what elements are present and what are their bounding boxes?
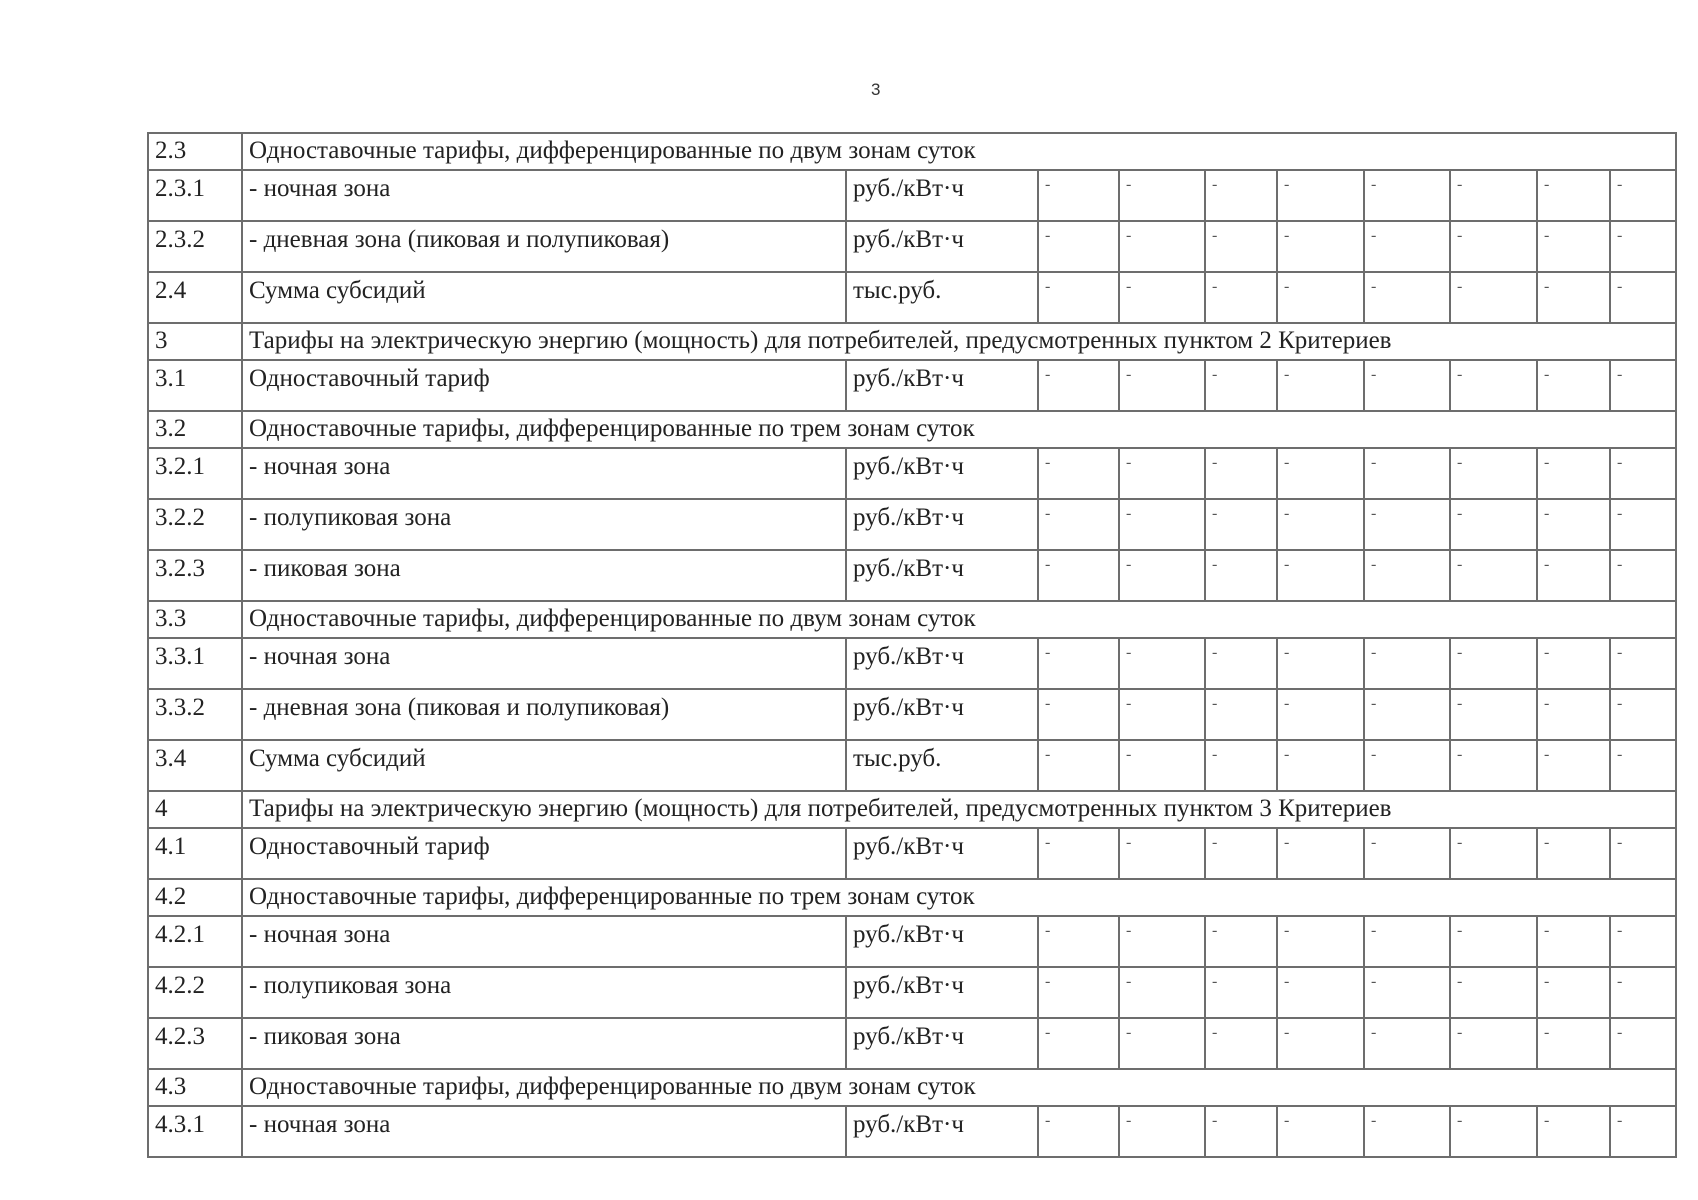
value-cell: -: [1277, 638, 1364, 689]
value-cell: -: [1277, 1018, 1364, 1069]
value-cell: -: [1119, 550, 1205, 601]
value-cell: -: [1537, 828, 1610, 879]
value-cell: -: [1610, 1018, 1676, 1069]
value-cell: -: [1450, 689, 1537, 740]
table-row: [148, 550, 1676, 601]
table-row: [148, 448, 1676, 499]
value-cell: -: [1610, 638, 1676, 689]
value-cell: -: [1610, 221, 1676, 272]
value-cell: -: [1450, 550, 1537, 601]
section-title-cell: Одноставочные тарифы, дифференцированные по двум зонам суток: [242, 133, 1676, 170]
table-row: [148, 499, 1676, 550]
row-number-cell: 4: [148, 791, 242, 828]
value-cell: -: [1038, 1018, 1119, 1069]
value-cell: -: [1205, 360, 1277, 411]
value-cell: -: [1205, 967, 1277, 1018]
indicator-name-cell: - ночная зона: [242, 170, 846, 221]
value-cell: -: [1205, 689, 1277, 740]
value-cell: -: [1610, 448, 1676, 499]
row-number-cell: 4.3.1: [148, 1106, 242, 1157]
row-number-cell: 3.2.2: [148, 499, 242, 550]
indicator-name-cell: Сумма субсидий: [242, 740, 846, 791]
table-row: [148, 360, 1676, 411]
table-row: [148, 1106, 1676, 1157]
table-row: [148, 170, 1676, 221]
section-title-cell: Тарифы на электрическую энергию (мощность) для потребителей, предусмотренных пунктом 2 Критериев: [242, 323, 1676, 360]
value-cell: -: [1450, 916, 1537, 967]
value-cell: -: [1119, 967, 1205, 1018]
row-number-cell: 3.2.3: [148, 550, 242, 601]
value-cell: -: [1038, 916, 1119, 967]
indicator-name-cell: - ночная зона: [242, 916, 846, 967]
indicator-name-cell: - полупиковая зона: [242, 499, 846, 550]
value-cell: -: [1610, 272, 1676, 323]
value-cell: -: [1277, 170, 1364, 221]
indicator-name-cell: - ночная зона: [242, 1106, 846, 1157]
unit-cell: руб./кВт·ч: [846, 448, 1038, 499]
value-cell: -: [1038, 550, 1119, 601]
value-cell: -: [1205, 740, 1277, 791]
value-cell: -: [1277, 740, 1364, 791]
value-cell: -: [1450, 360, 1537, 411]
table-row: [148, 638, 1676, 689]
value-cell: -: [1119, 1018, 1205, 1069]
value-cell: -: [1537, 221, 1610, 272]
value-cell: -: [1277, 967, 1364, 1018]
value-cell: -: [1205, 1018, 1277, 1069]
unit-cell: руб./кВт·ч: [846, 638, 1038, 689]
unit-cell: руб./кВт·ч: [846, 689, 1038, 740]
unit-cell: руб./кВт·ч: [846, 1018, 1038, 1069]
row-number-cell: 3.3.1: [148, 638, 242, 689]
unit-cell: руб./кВт·ч: [846, 1106, 1038, 1157]
table-row: [148, 916, 1676, 967]
section-title-cell: Тарифы на электрическую энергию (мощность) для потребителей, предусмотренных пунктом 3 Критериев: [242, 791, 1676, 828]
value-cell: -: [1205, 170, 1277, 221]
unit-cell: руб./кВт·ч: [846, 221, 1038, 272]
row-number-cell: 2.3.2: [148, 221, 242, 272]
value-cell: -: [1205, 916, 1277, 967]
value-cell: -: [1537, 272, 1610, 323]
row-number-cell: 2.4: [148, 272, 242, 323]
value-cell: -: [1119, 916, 1205, 967]
indicator-name-cell: - пиковая зона: [242, 550, 846, 601]
table-section-row: [148, 1069, 1676, 1106]
value-cell: -: [1450, 221, 1537, 272]
value-cell: -: [1537, 638, 1610, 689]
indicator-name-cell: - дневная зона (пиковая и полупиковая): [242, 221, 846, 272]
value-cell: -: [1119, 740, 1205, 791]
row-number-cell: 3.1: [148, 360, 242, 411]
row-number-cell: 4.2.2: [148, 967, 242, 1018]
indicator-name-cell: - дневная зона (пиковая и полупиковая): [242, 689, 846, 740]
value-cell: -: [1610, 550, 1676, 601]
value-cell: -: [1537, 967, 1610, 1018]
value-cell: -: [1450, 1018, 1537, 1069]
value-cell: -: [1038, 360, 1119, 411]
value-cell: -: [1364, 689, 1450, 740]
value-cell: -: [1038, 499, 1119, 550]
value-cell: -: [1610, 499, 1676, 550]
unit-cell: тыс.руб.: [846, 740, 1038, 791]
row-number-cell: 2.3.1: [148, 170, 242, 221]
value-cell: -: [1364, 499, 1450, 550]
value-cell: -: [1610, 1106, 1676, 1157]
value-cell: -: [1277, 1106, 1364, 1157]
value-cell: -: [1119, 272, 1205, 323]
value-cell: -: [1450, 499, 1537, 550]
value-cell: -: [1450, 448, 1537, 499]
value-cell: -: [1364, 170, 1450, 221]
indicator-name-cell: Сумма субсидий: [242, 272, 846, 323]
value-cell: -: [1205, 638, 1277, 689]
value-cell: -: [1450, 170, 1537, 221]
row-number-cell: 3: [148, 323, 242, 360]
value-cell: -: [1364, 740, 1450, 791]
value-cell: -: [1537, 360, 1610, 411]
unit-cell: руб./кВт·ч: [846, 550, 1038, 601]
value-cell: -: [1537, 550, 1610, 601]
unit-cell: руб./кВт·ч: [846, 170, 1038, 221]
value-cell: -: [1450, 1106, 1537, 1157]
row-number-cell: 3.3.2: [148, 689, 242, 740]
unit-cell: руб./кВт·ч: [846, 828, 1038, 879]
value-cell: -: [1119, 499, 1205, 550]
value-cell: -: [1450, 828, 1537, 879]
row-number-cell: 3.3: [148, 601, 242, 638]
table-row: [148, 221, 1676, 272]
value-cell: -: [1277, 499, 1364, 550]
tariff-table: [147, 132, 1677, 1158]
value-cell: -: [1277, 360, 1364, 411]
value-cell: -: [1364, 1018, 1450, 1069]
indicator-name-cell: - полупиковая зона: [242, 967, 846, 1018]
value-cell: -: [1119, 638, 1205, 689]
value-cell: -: [1277, 828, 1364, 879]
value-cell: -: [1119, 170, 1205, 221]
value-cell: -: [1537, 170, 1610, 221]
section-title-cell: Одноставочные тарифы, дифференцированные по трем зонам суток: [242, 879, 1676, 916]
section-title-cell: Одноставочные тарифы, дифференцированные по трем зонам суток: [242, 411, 1676, 448]
table-section-row: [148, 879, 1676, 916]
value-cell: -: [1537, 499, 1610, 550]
row-number-cell: 3.2.1: [148, 448, 242, 499]
value-cell: -: [1119, 828, 1205, 879]
value-cell: -: [1038, 638, 1119, 689]
indicator-name-cell: - ночная зона: [242, 638, 846, 689]
table-row: [148, 740, 1676, 791]
value-cell: -: [1277, 221, 1364, 272]
value-cell: -: [1205, 499, 1277, 550]
indicator-name-cell: - пиковая зона: [242, 1018, 846, 1069]
value-cell: -: [1610, 360, 1676, 411]
value-cell: -: [1038, 740, 1119, 791]
value-cell: -: [1119, 689, 1205, 740]
value-cell: -: [1038, 967, 1119, 1018]
section-title-cell: Одноставочные тарифы, дифференцированные по двум зонам суток: [242, 601, 1676, 638]
indicator-name-cell: - ночная зона: [242, 448, 846, 499]
value-cell: -: [1364, 360, 1450, 411]
unit-cell: руб./кВт·ч: [846, 967, 1038, 1018]
value-cell: -: [1038, 828, 1119, 879]
value-cell: -: [1610, 689, 1676, 740]
row-number-cell: 4.2.3: [148, 1018, 242, 1069]
value-cell: -: [1537, 1106, 1610, 1157]
row-number-cell: 3.4: [148, 740, 242, 791]
value-cell: -: [1450, 740, 1537, 791]
value-cell: -: [1537, 740, 1610, 791]
value-cell: -: [1450, 638, 1537, 689]
value-cell: -: [1537, 689, 1610, 740]
indicator-name-cell: Одноставочный тариф: [242, 360, 846, 411]
value-cell: -: [1610, 916, 1676, 967]
unit-cell: руб./кВт·ч: [846, 360, 1038, 411]
section-title-cell: Одноставочные тарифы, дифференцированные по двум зонам суток: [242, 1069, 1676, 1106]
value-cell: -: [1364, 638, 1450, 689]
value-cell: -: [1119, 221, 1205, 272]
value-cell: -: [1038, 170, 1119, 221]
value-cell: -: [1364, 448, 1450, 499]
value-cell: -: [1038, 448, 1119, 499]
value-cell: -: [1364, 221, 1450, 272]
table-section-row: [148, 601, 1676, 638]
table-section-row: [148, 323, 1676, 360]
value-cell: -: [1450, 967, 1537, 1018]
value-cell: -: [1364, 916, 1450, 967]
row-number-cell: 4.1: [148, 828, 242, 879]
unit-cell: руб./кВт·ч: [846, 499, 1038, 550]
indicator-name-cell: Одноставочный тариф: [242, 828, 846, 879]
value-cell: -: [1364, 550, 1450, 601]
row-number-cell: 3.2: [148, 411, 242, 448]
table-row: [148, 689, 1676, 740]
row-number-cell: 4.3: [148, 1069, 242, 1106]
value-cell: -: [1277, 550, 1364, 601]
unit-cell: тыс.руб.: [846, 272, 1038, 323]
row-number-cell: 4.2.1: [148, 916, 242, 967]
table-row: [148, 272, 1676, 323]
row-number-cell: 4.2: [148, 879, 242, 916]
value-cell: -: [1610, 170, 1676, 221]
value-cell: -: [1277, 916, 1364, 967]
value-cell: -: [1610, 740, 1676, 791]
table-section-row: [148, 791, 1676, 828]
value-cell: -: [1364, 828, 1450, 879]
table-row: [148, 1018, 1676, 1069]
value-cell: -: [1537, 916, 1610, 967]
value-cell: -: [1537, 448, 1610, 499]
value-cell: -: [1364, 1106, 1450, 1157]
value-cell: -: [1205, 550, 1277, 601]
value-cell: -: [1038, 221, 1119, 272]
table-section-row: [148, 133, 1676, 170]
value-cell: -: [1038, 1106, 1119, 1157]
value-cell: -: [1364, 272, 1450, 323]
value-cell: -: [1205, 272, 1277, 323]
unit-cell: руб./кВт·ч: [846, 916, 1038, 967]
row-number-cell: 2.3: [148, 133, 242, 170]
value-cell: -: [1205, 1106, 1277, 1157]
table-row: [148, 967, 1676, 1018]
value-cell: -: [1450, 272, 1537, 323]
table-row: [148, 828, 1676, 879]
value-cell: -: [1038, 689, 1119, 740]
page-number: 3: [871, 80, 881, 99]
value-cell: -: [1610, 967, 1676, 1018]
value-cell: -: [1205, 828, 1277, 879]
value-cell: -: [1277, 689, 1364, 740]
value-cell: -: [1277, 448, 1364, 499]
value-cell: -: [1205, 221, 1277, 272]
value-cell: -: [1038, 272, 1119, 323]
value-cell: -: [1610, 828, 1676, 879]
value-cell: -: [1205, 448, 1277, 499]
value-cell: -: [1537, 1018, 1610, 1069]
table-section-row: [148, 411, 1676, 448]
value-cell: -: [1119, 1106, 1205, 1157]
value-cell: -: [1364, 967, 1450, 1018]
value-cell: -: [1119, 448, 1205, 499]
value-cell: -: [1277, 272, 1364, 323]
value-cell: -: [1119, 360, 1205, 411]
